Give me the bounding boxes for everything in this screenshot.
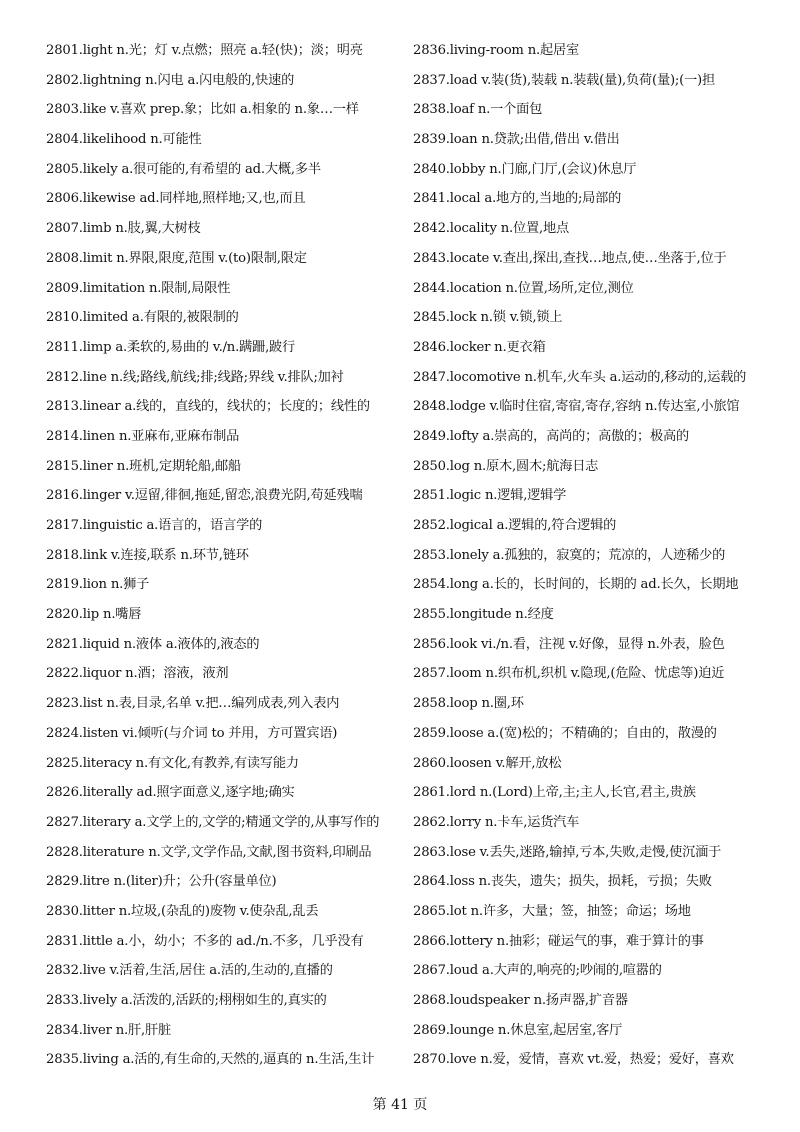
vocab-entry: 2845.lock n.锁 v.锁,锁上 — [413, 310, 563, 326]
vocab-entry: 2807.limb n.肢,翼,大树枝 — [46, 221, 201, 237]
vocab-entry: 2856.look vi./n.看，注视 v.好像，显得 n.外表，脸色 — [413, 636, 725, 652]
vocab-entry: 2857.loom n.织布机,织机 v.隐现,(危险、忧虑等)迫近 — [413, 666, 725, 682]
vocab-entry: 2803.like v.喜欢 prep.象；比如 a.相象的 n.象…一样 — [46, 102, 359, 118]
vocab-entry: 2862.lorry n.卡车,运货汽车 — [413, 814, 580, 830]
vocab-entry: 2864.loss n.丧失，遗失；损失，损耗，亏损；失败 — [413, 874, 712, 890]
vocab-entry: 2815.liner n.班机,定期轮船,邮船 — [46, 458, 241, 474]
vocab-entry: 2841.local a.地方的,当地的;局部的 — [413, 191, 622, 207]
vocab-entry: 2853.lonely a.孤独的，寂寞的；荒凉的，人迹稀少的 — [413, 547, 726, 563]
vocab-entry: 2842.locality n.位置,地点 — [413, 221, 569, 237]
vocab-entry: 2863.lose v.丢失,迷路,输掉,亏本,失败,走慢,使沉湎于 — [413, 844, 722, 860]
vocab-entry: 2840.lobby n.门廊,门厅,(会议)休息厅 — [413, 161, 637, 177]
vocab-entry: 2850.log n.原木,圆木;航海日志 — [413, 458, 599, 474]
vocab-entry: 2861.lord n.(Lord)上帝,主;主人,长官,君主,贵族 — [413, 785, 696, 801]
vocab-entry: 2860.loosen v.解开,放松 — [413, 755, 562, 771]
vocab-entry: 2854.long a.长的，长时间的，长期的 ad.长久，长期地 — [413, 577, 739, 593]
vocab-entry: 2813.linear a.线的，直线的，线状的；长度的；线性的 — [46, 399, 370, 415]
vocab-entry: 2821.liquid n.液体 a.液体的,液态的 — [46, 636, 260, 652]
vocab-entry: 2810.limited a.有限的,被限制的 — [46, 310, 239, 326]
vocab-entry: 2828.literature n.文学,文学作品,文献,图书资料,印刷品 — [46, 844, 372, 860]
vocab-entry: 2825.literacy n.有文化,有教养,有读写能力 — [46, 755, 299, 771]
vocab-entry: 2844.location n.位置,场所,定位,测位 — [413, 280, 634, 296]
vocab-entry: 2801.light n.光；灯 v.点燃；照亮 a.轻(快)；淡；明亮 — [46, 43, 363, 58]
right-column — [413, 36, 763, 1075]
vocab-entry: 2836.living-room n.起居室 — [413, 43, 579, 58]
vocab-entry: 2814.linen n.亚麻布,亚麻布制品 — [46, 428, 240, 444]
vocab-entry: 2852.logical a.逻辑的,符合逻辑的 — [413, 518, 617, 533]
vocab-entry: 2846.locker n.更衣箱 — [413, 339, 546, 355]
vocab-entry: 2823.list n.表,目录,名单 v.把…编列成表,列入表内 — [46, 696, 340, 712]
vocab-entry: 2806.likewise ad.同样地,照样地;又,也,而且 — [46, 191, 306, 207]
vocab-entry: 2839.loan n.贷款;出借,借出 v.借出 — [413, 132, 620, 148]
vocab-entry: 2830.litter n.垃圾,(杂乱的)废物 v.使杂乱,乱丢 — [46, 903, 319, 919]
vocab-entry: 2848.lodge v.临时住宿,寄宿,寄存,容纳 n.传达室,小旅馆 — [413, 399, 740, 415]
vocab-entry: 2826.literally ad.照字面意义,逐字地;确实 — [46, 785, 295, 801]
vocab-entry: 2817.linguistic a.语言的，语言学的 — [46, 518, 263, 533]
vocab-entry: 2834.liver n.肝,肝脏 — [46, 1022, 171, 1038]
vocab-entry: 2866.lottery n.抽彩；碰运气的事，难于算计的事 — [413, 933, 704, 949]
vocab-entry: 2843.locate v.查出,探出,查找…地点,使…坐落于,位于 — [413, 250, 727, 266]
vocab-entry: 2859.loose a.(宽)松的；不精确的；自由的，散漫的 — [413, 725, 717, 741]
vocab-entry: 2831.little a.小，幼小；不多的 ad./n.不多，几乎没有 — [46, 933, 364, 949]
vocab-entry: 2867.loud a.大声的,响亮的;吵闹的,喧嚣的 — [413, 963, 662, 979]
vocab-entry: 2819.lion n.狮子 — [46, 577, 150, 593]
vocab-entry: 2865.lot n.许多，大量；签，抽签；命运；场地 — [413, 903, 691, 919]
vocab-entry: 2805.likely a.很可能的,有希望的 ad.大概,多半 — [46, 161, 321, 177]
vocab-entry: 2837.load v.装(货),装载 n.装载(量),负荷(量);(一)担 — [413, 72, 715, 88]
vocab-entry: 2835.living a.活的,有生命的,天然的,逼真的 n.生活,生计 — [46, 1052, 375, 1068]
vocab-entry: 2868.loudspeaker n.扬声器,扩音器 — [413, 993, 628, 1008]
vocab-entry: 2804.likelihood n.可能性 — [46, 132, 202, 148]
vocab-entry: 2870.love n.爱，爱情，喜欢 vt.爱，热爱；爱好，喜欢 — [413, 1052, 734, 1068]
vocab-entry: 2811.limp a.柔软的,易曲的 v./n.蹒跚,跛行 — [46, 339, 296, 355]
vocab-entry: 2838.loaf n.一个面包 — [413, 102, 543, 118]
vocab-entry: 2802.lightning n.闪电 a.闪电般的,快速的 — [46, 72, 295, 88]
vocab-entry: 2855.longitude n.经度 — [413, 607, 554, 623]
page-number: 第 41 页 — [372, 1097, 428, 1113]
vocab-entry: 2824.listen vi.倾听(与介词 to 并用，方可置宾语) — [46, 725, 338, 741]
vocab-entry: 2829.litre n.(liter)升；公升(容量单位) — [46, 874, 277, 890]
vocab-entry: 2808.limit n.界限,限度,范围 v.(to)限制,限定 — [46, 250, 307, 266]
vocab-entry: 2832.live v.活着,生活,居住 a.活的,生动的,直播的 — [46, 963, 333, 979]
vocab-entry: 2851.logic n.逻辑,逻辑学 — [413, 488, 567, 504]
vocab-entry: 2849.lofty a.崇高的，高尚的；高傲的；极高的 — [413, 428, 689, 444]
vocab-entry: 2816.linger v.逗留,徘徊,拖延,留恋,浪费光阴,苟延残喘 — [46, 488, 363, 504]
vocab-entry: 2809.limitation n.限制,局限性 — [46, 280, 231, 296]
vocab-entry: 2812.line n.线;路线,航线;排;线路;界线 v.排队;加衬 — [46, 369, 344, 385]
vocab-entry: 2869.lounge n.休息室,起居室,客厅 — [413, 1022, 623, 1038]
vocab-entry: 2827.literary a.文学上的,文学的;精通文学的,从事写作的 — [46, 814, 380, 830]
vocab-entry: 2858.loop n.圈,环 — [413, 696, 524, 712]
vocab-entry: 2818.link v.连接,联系 n.环节,链环 — [46, 547, 249, 563]
vocab-entry: 2847.locomotive n.机车,火车头 a.运动的,移动的,运载的 — [413, 369, 747, 385]
vocab-entry: 2833.lively a.活泼的,活跃的;栩栩如生的,真实的 — [46, 993, 327, 1008]
vocab-entry: 2822.liquor n.酒；溶液，液剂 — [46, 666, 229, 682]
vocab-entry: 2820.lip n.嘴唇 — [46, 607, 142, 623]
left-column — [46, 36, 406, 1075]
